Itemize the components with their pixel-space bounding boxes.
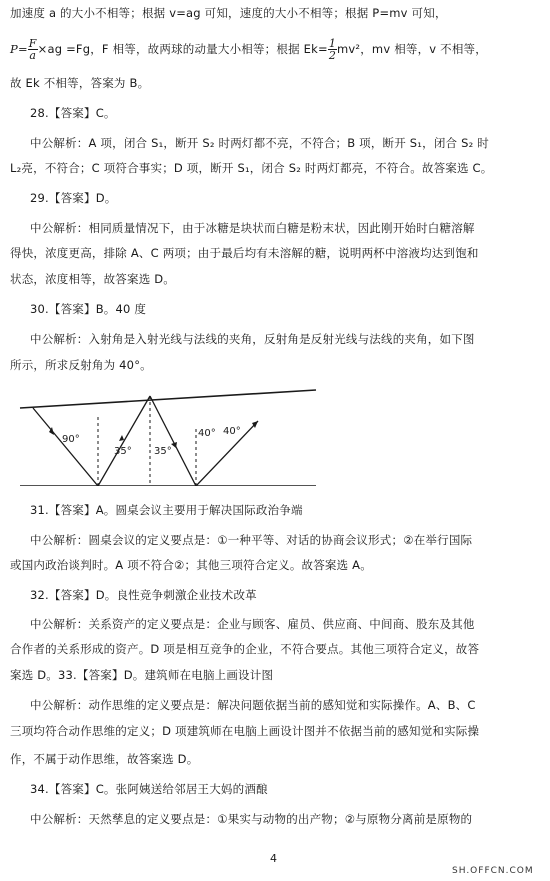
intro-line-2-post: mv²，mv 相等，v 不相等， [337, 42, 487, 56]
q29-explanation-1: 中公解析：相同质量情况下，由于冰糖是块状而白糖是粉末状，因此刚开始时白糖溶解 [30, 221, 475, 235]
q28-explanation-2: L₂亮，不符合；C 项符合事实；D 项，断开 S₁，闭合 S₂ 时两灯都亮，不符合。故答案选 C。 [10, 161, 493, 175]
fraction-denominator: a [29, 49, 37, 62]
q32-explanation-1: 中公解析：关系资产的定义要点是：企业与顾客、雇员、供应商、中间商、股东及其他 [30, 617, 475, 631]
angle-label-40-right: 40° [223, 426, 241, 437]
fraction-numerator: F [28, 37, 37, 50]
fraction-f-over-a [28, 38, 38, 61]
q28-answer: 28.【答案】C。 [30, 106, 116, 120]
q30-answer: 30.【答案】B。40 度 [30, 302, 147, 316]
fraction2-denominator: 2 [328, 49, 337, 62]
q34-answer: 34.【答案】C。张阿姨送给邻居王大妈的酒酿 [30, 782, 268, 796]
q32-answer: 32.【答案】D。良性竞争刺激企业技术改革 [30, 588, 257, 602]
angle-label-90: 90° [62, 434, 80, 445]
ray-1 [33, 408, 98, 486]
reflection-diagram [18, 386, 318, 486]
angle-label-35-right: 35° [154, 446, 172, 457]
q31-explanation-2: 或国内政治谈判时。A 项不符合②；其他三项符合定义。故答案选 A。 [10, 558, 372, 572]
intro-line-3: 故 Ek 不相等，答案为 B。 [10, 76, 150, 90]
angle-label-35-left: 35° [114, 446, 132, 457]
q28-explanation-1: 中公解析：A 项，闭合 S₁，断开 S₂ 时两灯都不亮，不符合；B 项，断开 S₁，闭合 S₂ 时 [30, 136, 489, 150]
fraction-one-half [328, 38, 337, 61]
q31-answer: 31.【答案】A。圆桌会议主要用于解决国际政治争端 [30, 503, 303, 517]
q32-explanation-2: 合作者的关系形成的资产。D 项是相互竞争的企业，不符合要点。其他三项符合定义，故答 [10, 642, 480, 656]
q33-explanation-1: 中公解析：动作思维的定义要点是：解决问题依据当前的感知觉和实际操作。A、B、C [30, 698, 476, 712]
q31-explanation-1: 中公解析：圆桌会议的定义要点是：①一种平等、对话的协商会议形式；②在举行国际 [30, 533, 473, 547]
ray-2 [98, 396, 150, 486]
intro-line-2-pre: P= [10, 42, 28, 56]
q33-explanation-2: 三项均符合动作思维的定义；D 项建筑师在电脑上画设计图并不依据当前的感知觉和实际操 [10, 724, 480, 738]
ray-2-arrowhead [119, 435, 124, 441]
intro-line-2 [10, 36, 550, 62]
mirror-top-line [20, 390, 316, 408]
q30-explanation-1: 中公解析：入射角是入射光线与法线的夹角，反射角是反射光线与法线的夹角，如下图 [30, 332, 475, 346]
q34-explanation-1: 中公解析：天然孳息的定义要点是：①果实与动物的出产物；②与原物分离前是原物的 [30, 812, 473, 826]
q29-answer: 29.【答案】D。 [30, 191, 117, 205]
q29-explanation-3: 状态，浓度相等，故答案选 D。 [10, 272, 176, 286]
angle-label-40-left: 40° [198, 428, 216, 439]
q30-explanation-2: 所示，所求反射角为 40°。 [10, 358, 152, 372]
intro-line-2-mid: ×ag =Fg，F 相等，故两球的动量大小相等；根据 Ek= [37, 42, 328, 56]
watermark: SH.OFFCN.COM [452, 866, 534, 876]
q32-explanation-3: 案选 D。33.【答案】D。建筑师在电脑上画设计图 [10, 668, 274, 682]
ray-3 [150, 396, 196, 486]
intro-line-1: 加速度 a 的大小不相等；根据 v=ag 可知，速度的大小不相等；根据 P=mv 可知， [10, 6, 447, 20]
q33-explanation-3: 作，不属于动作思维，故答案选 D。 [10, 752, 199, 766]
q29-explanation-2: 得快，浓度更高，排除 A、C 两项；由于最后均有未溶解的糖，说明两杯中溶液均达到饱和 [10, 246, 479, 260]
fraction2-numerator: 1 [328, 37, 337, 50]
page-number: 4 [270, 852, 277, 865]
